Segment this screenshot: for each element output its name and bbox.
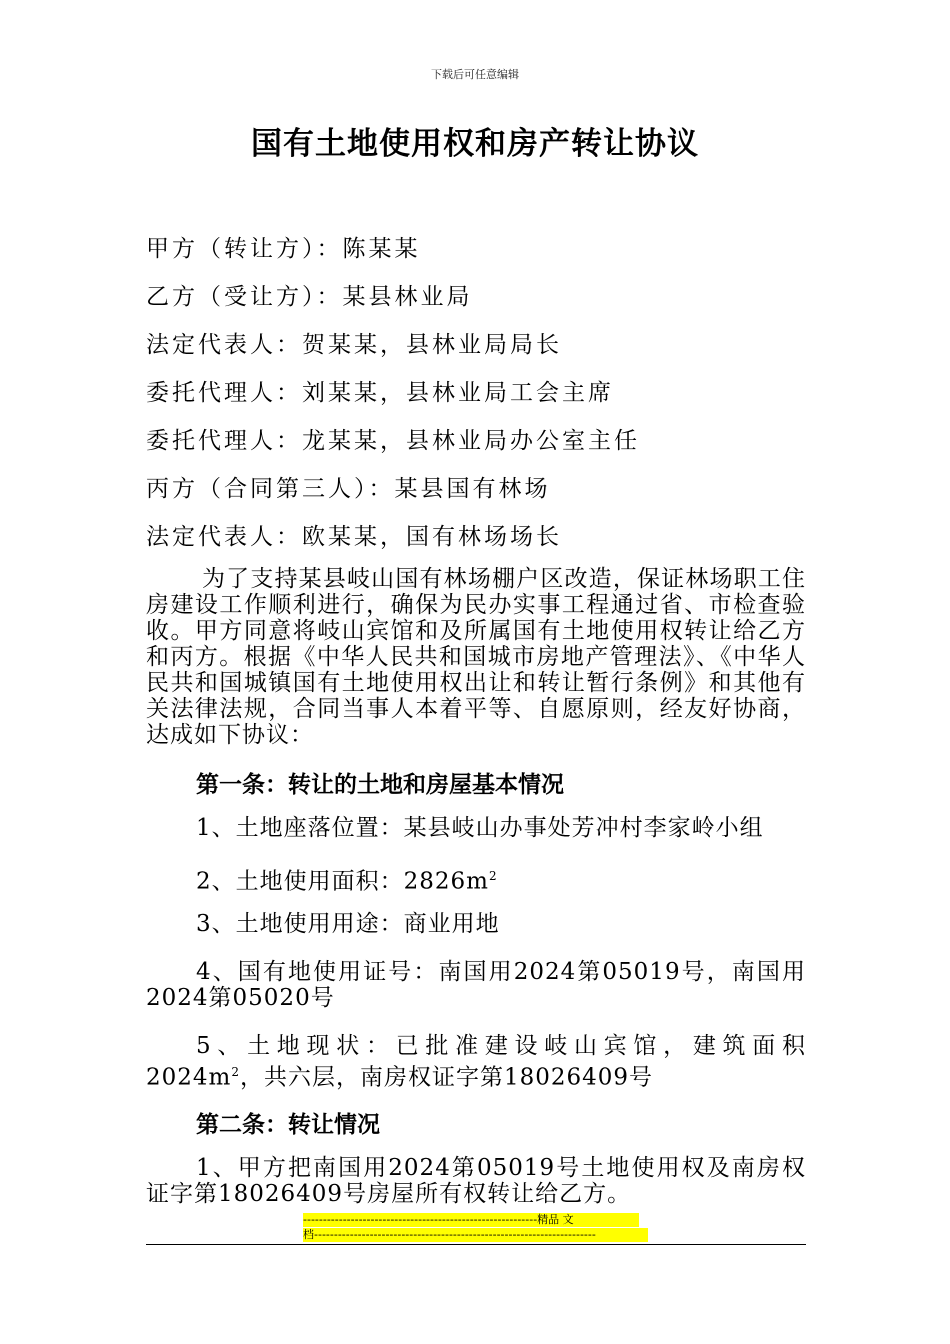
article-item: 4、国有地使用证号：南国用2024第05019号，南国用2024第05020号 bbox=[146, 959, 806, 1011]
footer-watermark: 档----------------------------------------------------------------------- bbox=[303, 1228, 648, 1242]
article-item: 3、土地使用用途：商业用地 bbox=[196, 911, 500, 937]
party-line: 委托代理人：龙某某，县林业局办公室主任 bbox=[146, 428, 640, 454]
party-line: 乙方（受让方）：某县林业局 bbox=[146, 284, 473, 310]
item-text: 2、土地使用面积：2826m bbox=[196, 868, 489, 895]
header-note: 下载后可任意编辑 bbox=[431, 68, 519, 81]
party-line: 甲方（转让方）：陈某某 bbox=[146, 236, 421, 262]
article-item bbox=[146, 1033, 806, 1091]
footer-rule bbox=[146, 1244, 806, 1245]
party-line: 法定代表人：欧某某，国有林场场长 bbox=[146, 524, 562, 550]
superscript: 2 bbox=[488, 869, 498, 883]
party-line: 丙方（合同第三人）：某县国有林场 bbox=[146, 476, 551, 502]
article-heading: 第二条：转让情况 bbox=[196, 1112, 380, 1138]
party-line: 法定代表人：贺某某，县林业局局长 bbox=[146, 332, 562, 358]
superscript: 2 bbox=[231, 1065, 240, 1079]
article-item bbox=[146, 863, 806, 895]
item-text: ，共六层，南房权证字第18026409号 bbox=[239, 1064, 654, 1091]
article-heading: 第一条：转让的土地和房屋基本情况 bbox=[196, 772, 564, 798]
article-item: 1、甲方把南国用2024第05019号土地使用权及南房权证字第18026409号房屋所有权转让给乙方。 bbox=[146, 1155, 806, 1207]
article-item: 1、土地座落位置：某县岐山办事处芳冲村李家岭小组 bbox=[196, 815, 764, 841]
party-line: 委托代理人：刘某某，县林业局工会主席 bbox=[146, 380, 614, 406]
document-title: 国有土地使用权和房产转让协议 bbox=[251, 126, 699, 162]
item-text: 5、土地现状：已批准建设岐山宾馆，建筑面积2024m bbox=[146, 1033, 806, 1091]
footer-watermark: -----------------------------------------------------------精品 文 bbox=[303, 1213, 639, 1227]
intro-paragraph: 为了支持某县岐山国有林场棚户区改造，保证林场职工住房建设工作顺利进行，确保为民办实事工程通过省、市检查验收。甲方同意将岐山宾馆和及所属国有土地使用权转让给乙方和丙方。根据《中华人民共和国城市房地产管理法》、《中华人民共和国城镇国有土地使用权出让和转让暂行条例》和其他有关法律法规，合同当事人本着平等、自愿原则，经友好协商，达成如下协议： bbox=[146, 566, 806, 748]
